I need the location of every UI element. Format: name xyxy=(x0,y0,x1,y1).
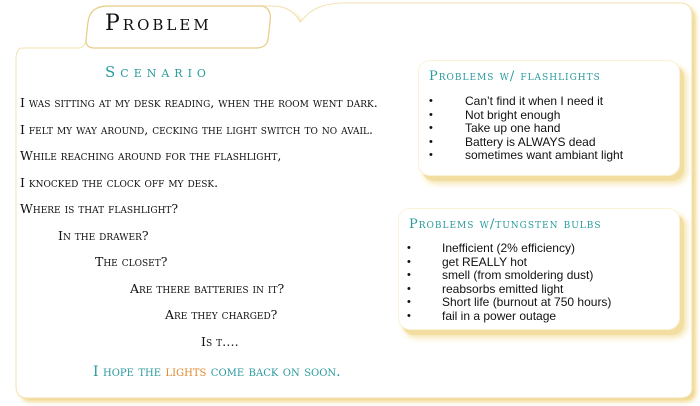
flashlight-problems-title: Problems w/ flashlights xyxy=(429,69,601,84)
scenario-line: I was sitting at my desk reading, when the room went dark. xyxy=(20,95,378,110)
bullet-icon: • xyxy=(407,296,411,308)
scenario-heading: Scenario xyxy=(105,63,211,81)
bullet-icon: • xyxy=(407,255,411,268)
closing-accent-word: lights xyxy=(165,364,207,380)
scenario-line: In the drawer? xyxy=(58,228,149,243)
scenario-line: Is t…. xyxy=(201,334,239,349)
bulb-problems-card: Problems w/tungsten bulbs • Inefficient (2% efficiency) • get REALLY hot • smell (from smoldering dust) • reabsorbs emitted light • Short life (burnout at 750 hours) • fail in a power outage xyxy=(398,208,680,330)
flashlight-problems-card: Problems w/ flashlights • Can’t find it when I need it • Not bright enough • Take up one hand • Battery is ALWAYS dead • sometimes want ambiant light xyxy=(418,60,680,176)
bulb-problems-title: Problems w/tungsten bulbs xyxy=(409,217,602,232)
page-title: Problem xyxy=(105,11,212,36)
scenario-line: While reaching around for the flashlight, xyxy=(20,148,282,163)
bullet-icon: • xyxy=(407,282,411,295)
bullet-icon: • xyxy=(407,309,411,322)
scenario-line: The closet? xyxy=(95,254,168,269)
bullet-icon: • xyxy=(407,269,411,281)
closing-statement xyxy=(93,364,341,380)
bullet-icon: • xyxy=(407,242,411,254)
scenario-line: Are there batteries in it? xyxy=(130,281,285,296)
scenario-line: Where is that flashlight? xyxy=(20,201,179,216)
scenario-line: I felt my way around, cecking the light switch to no avail. xyxy=(20,122,374,137)
closing-text-end: come back on soon. xyxy=(206,364,341,380)
bullet-icon: • xyxy=(429,95,433,107)
bullet-icon: • xyxy=(429,135,433,148)
scenario-line: I knocked the clock off my desk. xyxy=(20,175,219,190)
closing-text-start: I hope the xyxy=(93,364,166,380)
scenario-line: Are they charged? xyxy=(165,307,278,322)
bullet-icon: • xyxy=(429,149,433,161)
bullet-icon: • xyxy=(429,122,433,134)
bullet-icon: • xyxy=(429,108,433,121)
